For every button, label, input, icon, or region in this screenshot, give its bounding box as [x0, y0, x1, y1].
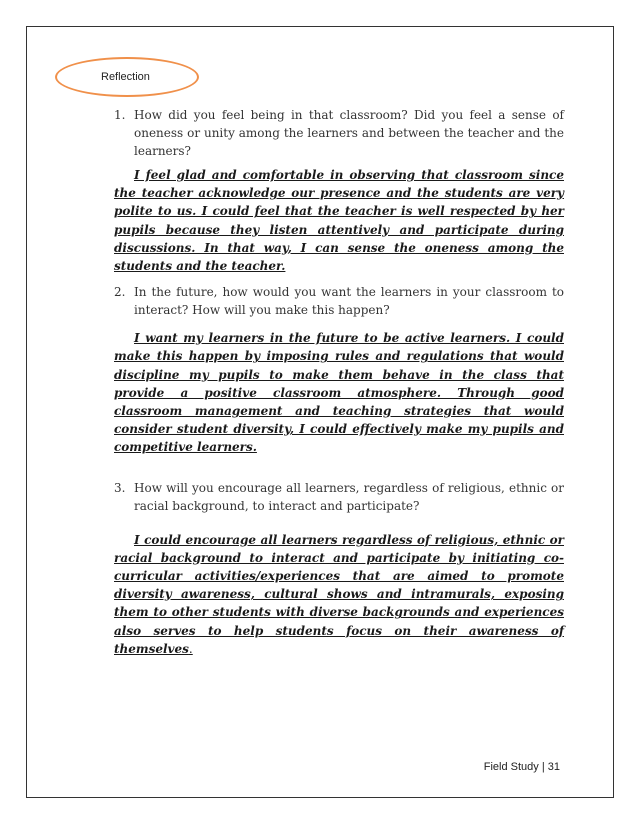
answer-3-text: I could encourage all learners regardless of religious, ethnic or racial background to interact and participate by initiating co-curricular activities/experiences that are aimed to promote diversity awareness, cultural shows and intramurals, exposing them to other students with diverse backgrounds and experiences also serves to help students focus on their awareness of themselves	[114, 532, 564, 656]
answer-2-text: I want my learners in the future to be active learners. I could make this happen by imposing rules and regulations that would discipline my pupils to make them behave in the class that provide a positive classroom atmosphere. Through good classroom management and teaching strategies that would consider student diversity, I could effectively make my pupils and competitive learners.	[114, 331, 564, 455]
question-3-text: How will you encourage all learners, regardless of religious, ethnic or racial background, to interact and participate?	[134, 480, 564, 513]
answer-3-suffix: .	[188, 641, 193, 656]
question-2-text: In the future, how would you want the learners in your classroom to interact? How will you make this happen?	[134, 285, 564, 318]
answer-3	[114, 531, 564, 658]
question-1	[114, 106, 564, 160]
question-2	[114, 283, 564, 319]
question-3-number: 3.	[114, 480, 126, 495]
reflection-content	[114, 106, 564, 658]
question-1-text: How did you feel being in that classroom? Did you feel a sense of oneness or unity among the learners and between the teacher and the learners?	[134, 108, 564, 158]
answer-2	[114, 329, 564, 456]
answer-1	[114, 166, 564, 275]
question-2-number: 2.	[114, 285, 126, 300]
page-footer: Field Study | 31	[483, 761, 560, 773]
answer-1-text: I feel glad and comfortable in observing that classroom since the teacher acknowledge our presence and the students are very polite to us. I could feel that the teacher is well respected by her pupils because they listen attentively and participate during discussions. In that way, I can sense the oneness among the students and the teacher.	[114, 168, 564, 274]
section-label: Reflection	[101, 71, 150, 83]
question-1-number: 1.	[114, 108, 126, 122]
question-3	[114, 479, 564, 515]
